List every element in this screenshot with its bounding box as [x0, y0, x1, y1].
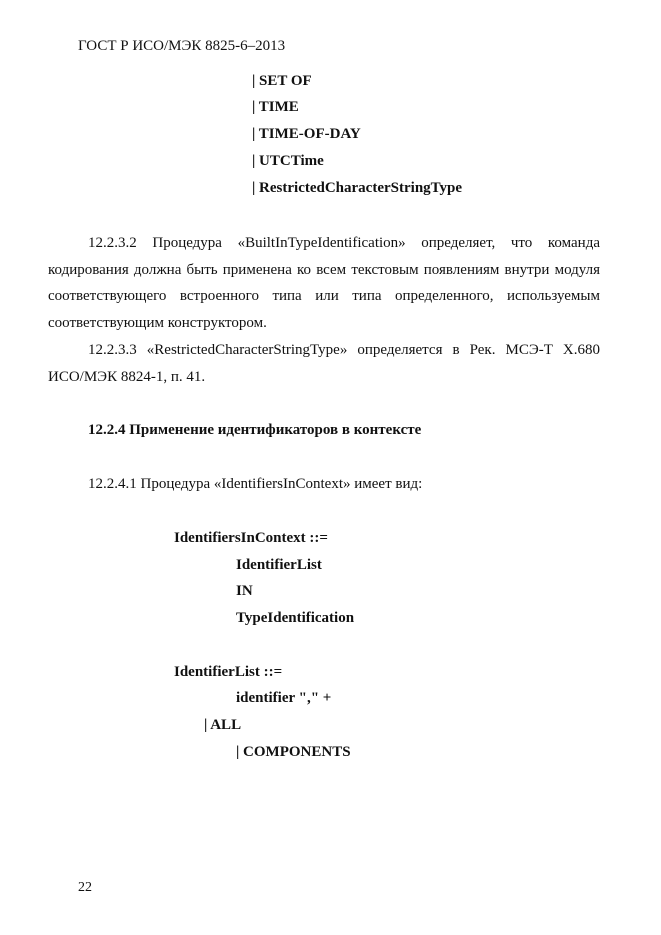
grammar-in-keyword: IN: [236, 583, 253, 599]
type-item-time: | TIME: [252, 99, 299, 115]
grammar-type-identification-ref: TypeIdentification: [236, 610, 355, 626]
grammar-all-alternative: | ALL: [204, 717, 242, 733]
grammar-identifier-list-head: IdentifierList ::=: [174, 664, 283, 680]
paragraph-12-2-3-2: 12.2.3.2 Процедура «BuiltInTypeIdentification» определяет, что команда кодирования должна быть применена ко всем текстовым появлениям внутри модуля соответствующего встроенного типа или типа определенного, используемым соответствующим конструктором.: [48, 235, 600, 331]
grammar-components-alternative: | COMPONENTS: [236, 744, 351, 760]
document-header: ГОСТ Р ИСО/МЭК 8825-6–2013: [78, 38, 286, 54]
type-item-restricted-string: | RestrictedCharacterStringType: [252, 180, 463, 196]
grammar-identifier-line: identifier "," +: [236, 690, 332, 706]
section-heading-12-2-4: 12.2.4 Применение идентификаторов в контексте: [88, 422, 422, 438]
type-item-set-of: | SET OF: [252, 73, 312, 89]
grammar-identifier-list-ref: IdentifierList: [236, 557, 322, 573]
grammar-identifiers-in-context-head: IdentifiersInContext ::=: [174, 530, 328, 546]
page-number: 22: [78, 880, 92, 895]
paragraph-12-2-4-1: 12.2.4.1 Процедура «IdentifiersInContext» имеет вид:: [88, 476, 423, 492]
paragraph-12-2-3-3: 12.2.3.3 «RestrictedCharacterStringType» определяется в Рек. МСЭ-Т Х.680 ИСО/МЭК 8824-1, п. 41.: [48, 342, 600, 385]
type-item-time-of-day: | TIME-OF-DAY: [252, 126, 361, 142]
type-item-utctime: | UTCTime: [252, 153, 324, 169]
